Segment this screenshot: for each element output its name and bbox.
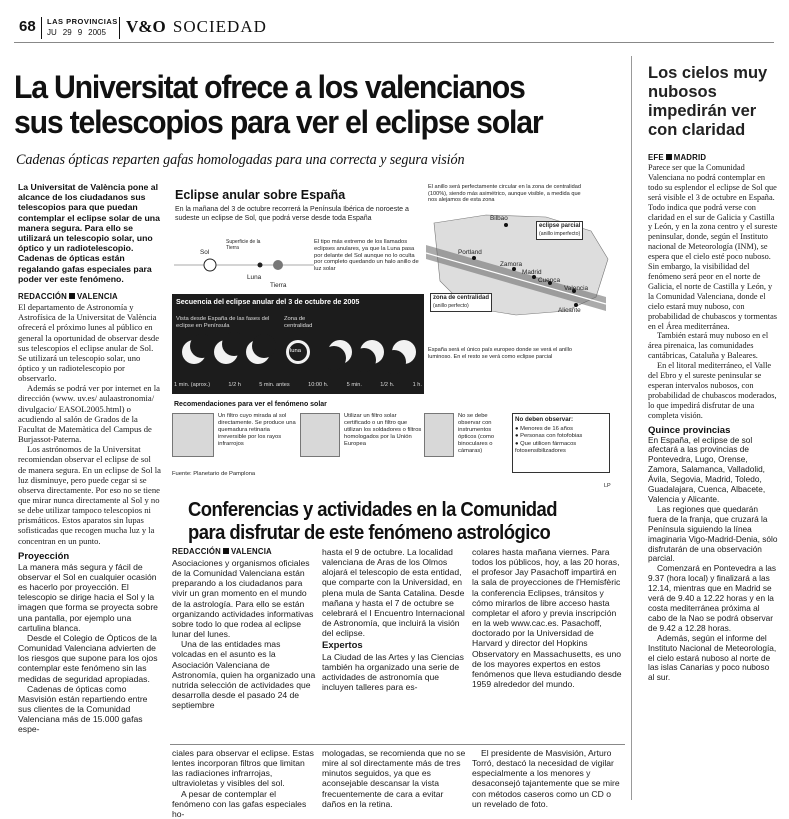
- byline-author: REDACCIÓN: [172, 547, 222, 556]
- left-col-divider: [631, 56, 632, 800]
- section-name: SOCIEDAD: [172, 17, 267, 36]
- article-body: [18, 302, 161, 546]
- recommendations-row: [172, 413, 614, 487]
- binoculars-illustration: [424, 413, 454, 457]
- sequence-time: 5 min. antes: [259, 382, 290, 388]
- paragraph: Cadenas de ópticas como Masvisión están repartiendo entre sus clientes de la Comunidad Valenciana más de 15.000 gafas espe-: [18, 683, 148, 735]
- city-dot: [472, 256, 476, 260]
- sequence-moon-label: luna: [290, 348, 301, 354]
- paragraph: El departamento de Astronomía y Astrofísica de la Universitat de València ofrecerá el próximo lunes al público en general la oportunidad de observar desde sus telescopios el eclipse anular de Sol. Se utilizará un telescopio solar, uno óptico y un radiotelescopio por observarlo.: [18, 302, 160, 384]
- side-headline: Los cielos muy nubosos impedirán ver con claridad: [648, 64, 768, 139]
- diagram-description: El tipo más extremo de los llamados eclipses anulares, ya que la Luna pasa por delante del Sol aunque no lo oculta por completo quedando un halo anillo de luz solar: [314, 239, 419, 273]
- legend-sublabel: (anillo perfecto): [433, 302, 469, 309]
- main-article-continuation: [472, 748, 622, 809]
- sequence-title: Secuencia del eclipse anular del 3 de octubre de 2005: [176, 297, 360, 306]
- infographic-title: Eclipse anular sobre España: [175, 188, 346, 202]
- city-label: Bilbao: [490, 215, 508, 222]
- date-part: 29: [62, 28, 72, 37]
- map-note: El anillo será perfectamente circular en la zona de centralidad (100%), siendo más asimétrico, aunque visible, a medida que nos alejamos de esta zona: [428, 184, 581, 204]
- main-headline: [14, 70, 586, 140]
- paragraph: En España, el eclipse de sol afectará a las provincias de Pontevedra, Lugo, Orense, Zamora, Salamanca, Valladolid, Ávila, Segovia, Madrid, Toledo, Guadalajara, Cuenca, Albacete, Valencia y Alicante.: [648, 434, 766, 504]
- city-label: Alicante: [558, 307, 581, 314]
- paragraph: El presidente de Masvisión, Arturo Torró, destacó la necesidad de vigilar especialmente a los menores y desaconsejó tajantemente que se mire con métodos caseros como un CD o un revelado de foto.: [472, 748, 620, 809]
- section-heading: Proyección: [18, 550, 70, 562]
- square-bullet-icon: [223, 548, 229, 554]
- byline-city: VALENCIA: [77, 292, 118, 302]
- map-legend-centrality: [430, 293, 492, 312]
- sequence-times: [174, 382, 422, 388]
- date-part: 9: [77, 28, 83, 37]
- paragraph: Una de las entidades mas volcadas en el asunto es la Asociación Valenciana de Astronomía, quien ha organizado una nutrida selección de actividades que desarrolla desde el pasado 24 de septiembre: [172, 639, 316, 711]
- sequence-time: 1/2 h: [228, 382, 241, 388]
- byline: [18, 292, 161, 301]
- paragraph: Los astrónomos de la Universitat recomiendan observar el eclipse de sol de manera segura. En un eclipse de Sol la luz disminuye, pero puede cegar si se observa directamente. Por eso no se tiene que mirar nunca directamente al Sol y no se debe utilizar tampoco telescopios ni prismáticos. Estos aparatos sin lupas sofisticadas que recogen mucha luz y la concentran en un punto.: [18, 444, 161, 546]
- square-bullet-icon: [666, 154, 672, 160]
- city-label: Valencia: [564, 285, 589, 292]
- article-body: [648, 436, 778, 684]
- orbit-diagram: [174, 233, 314, 293]
- page-number: 68: [19, 18, 36, 35]
- moon-label: Luna: [247, 274, 262, 281]
- masthead: [0, 0, 789, 44]
- headline-line: sus telescopios para ver el eclipse solar: [14, 104, 543, 140]
- donts-box: [512, 413, 610, 473]
- section-heading: Quince provincias: [648, 424, 731, 436]
- moon-phase-shape: [352, 348, 376, 372]
- headline-line: La Universitat ofrece a los valencianos: [14, 69, 525, 105]
- paragraph: Las regiones que quedarán fuera de la franja, que cruzará la Península siguiendo la línea imaginaria Vigo-Madrid-Denia, sólo disfrutarán de una observación parcial.: [648, 503, 778, 564]
- second-headline: [188, 498, 584, 544]
- city-dot: [504, 223, 508, 227]
- donts-text: Personas con fotofobias: [520, 433, 583, 440]
- paragraph: La Ciudad de las Artes y las Ciencias también ha organizado una serie de actividades de astronomía que incluyen talleres para es-: [322, 651, 464, 693]
- sequence-time: 1/2 h.: [380, 382, 395, 388]
- paragraph: hasta el 9 de octubre. La localidad valenciana de Aras de los Olmos alojará el telescopio de esta entidad, que comparte con la Universidad, en plena mula de Santa Catalina. Desde mañana y hasta el 7 de octubre se celebrará el I Encuentro Internacional de Astronomía, que incluirá la visión del eclipse.: [322, 547, 465, 639]
- earth-label: Tierra: [270, 282, 287, 289]
- newspaper-name: LAS PROVINCIAS: [47, 17, 118, 26]
- recommendations-title: Recomendaciones para ver el fenómeno solar: [174, 401, 327, 408]
- sun-shape: [204, 259, 216, 271]
- legend-label: eclipse parcial: [539, 223, 581, 229]
- moon-phase-shape: [222, 332, 246, 356]
- infographic-source: Fuente: Planetario de Pamplona: [172, 471, 256, 477]
- donts-text: Menores de 16 años: [520, 425, 573, 432]
- date-part: 2005: [88, 28, 106, 37]
- masthead-divider: [41, 17, 42, 39]
- infographic-credit: LP: [604, 483, 611, 489]
- map-legend-partial: [536, 221, 583, 240]
- sequence-time: 5 min.: [346, 382, 362, 388]
- donts-text: Que utilicen fármacos fotosensibilizadores: [515, 440, 577, 455]
- masthead-rule: [14, 42, 774, 43]
- city-label: Zamora: [500, 261, 523, 268]
- sequence-time: 1 min. (aprox.): [174, 382, 211, 388]
- paragraph: Además se podrá ver por internet en la dirección (www. uv.es/ aulaastronomia/ divulgacio/ EASOL2005.html) o acudiendo al salón de Grados de la Facultat de Matemàtica del Campus de Burjassot-Paterna.: [18, 383, 160, 445]
- eclipse-map: [426, 181, 616, 381]
- second-article-col-3: [472, 547, 622, 689]
- left-column: [18, 182, 161, 734]
- sequence-note: Vista desde España de las fases del eclipse en Península: [176, 316, 270, 329]
- eclipse-sequence: [172, 294, 424, 394]
- byline-city: MADRID: [673, 153, 707, 162]
- bottom-rule: [170, 744, 625, 745]
- masthead-date: [47, 28, 106, 37]
- donts-item: ● Personas con fotofobias: [515, 433, 583, 440]
- donts-item: ● Menores de 16 años: [515, 425, 573, 432]
- section-heading: Expertos: [322, 640, 363, 652]
- recommendation-item: No se debe observar con instrumentos ópticos (como binoculares o cámaras): [458, 413, 495, 454]
- square-bullet-icon: [69, 293, 75, 299]
- paragraph: En el litoral mediterráneo, el Valle del Ebro y el sureste peninsular se esperan intervalos nubosos, con probabilidad de chubascos moderados, lo que impedirá disfrutar de una completa visión.: [648, 361, 777, 420]
- date-part: JU: [47, 28, 57, 37]
- donts-item: ● Que utilicen fármacos fotosensibilizadores: [515, 440, 577, 455]
- moon-phase-shape: [322, 346, 346, 370]
- sequence-center-label: Zona de centralidad: [284, 316, 313, 329]
- map-bottom-note: España será el único país europeo donde se verá el anillo luminoso. En el resto se verá como eclipse parcial: [428, 347, 572, 360]
- paragraph: Comenzará en Pontevedra a las 9.37 (hora local) y finalizará a las 12.14, mientras que en Madrid se verá de 9.40 a 12.22 horas y en la costa mediterránea próxima al cabo de la Nao se podrá observar de 9.42 a 12.28 horas.: [648, 563, 776, 633]
- sequence-time: 1 h.: [412, 382, 422, 388]
- main-subheadline: Cadenas ópticas reparten gafas homologadas para una correcta y segura visión: [16, 152, 465, 168]
- recommendation-item: Un filtro cuyo mirada al sol directamente. Se produce una quemadura retinaria irreversible por los rayos infrarrojos: [218, 413, 296, 447]
- paragraph: colares hasta mañana viernes. Para todos los públicos, hoy, a las 20 horas, el profesor Jay Pasachoff impartirá en la sala de proyecciones de l'Hemisfèric la conferencia Eclipses, tránsitos y cómo mirarlos de libre acceso hasta completar el aforo y previa inscripción en la web www.cac.es. Pasachoff, doctorado por la Universidad de Harvard y director del Hopkins Observatory en Massachusetts, es uno de los mayores expertos en estos fenómenos que lleva estudiando desde 1959 alrededor del mundo.: [472, 547, 622, 690]
- article-body: [18, 562, 161, 735]
- main-article-continuation: [172, 748, 316, 819]
- second-article-col-2: [322, 547, 466, 692]
- byline-author: REDACCIÓN: [18, 292, 68, 302]
- section-prefix: V&O: [126, 17, 166, 36]
- headline-line: para disfrutar de este fenómeno astrológico: [188, 521, 551, 544]
- article-body: [172, 558, 316, 710]
- city-label: Madrid: [522, 269, 542, 276]
- paragraph: mologadas, se recomienda que no se mire al sol directamente más de tres minutos seguidos, ya que es aconsejable descansar la vista frecuentemente de cara a evitar daños en la retina.: [322, 748, 466, 809]
- warning-illustration: [172, 413, 214, 457]
- paragraph: Asociaciones y organismos oficiales de la Comunidad Valenciana están preparando a los ciudadanos para vivir un gran momento en el mundo de la astrología. Para ello se están organizando actividades informativas sobre todo lo que rodea al eclipse lunar del lunes.: [172, 558, 314, 640]
- moon-phase-shape: [252, 334, 276, 358]
- paragraph: ciales para observar el eclipse. Estas lentes incorporan filtros que limitan las radiaciones infrarrojas, ultravioletas y visibles del sol.: [172, 748, 314, 789]
- moon-phase-shape: [190, 334, 214, 358]
- side-article: [648, 64, 778, 683]
- paragraph: La manera más segura y fácil de observar el Sol en cualquier ocasión es hacerlo por proyección. El telescopio se dirige hacia el Sol y la imagen que forma se proyecta sobre una pantalla, por ejemplo una cartulina blanca.: [18, 561, 158, 633]
- sequence-svg: [172, 332, 424, 376]
- byline-author: EFE: [648, 153, 664, 162]
- infographic-intro: En la mañana del 3 de octubre recorrerá la Península Ibérica de noroeste a sudeste un eclipse de Sol, que podrá verse desde toda España: [175, 206, 409, 222]
- main-article-continuation: [322, 748, 466, 809]
- legend-label: zona de centralidad: [433, 295, 490, 301]
- section-title: [126, 17, 267, 37]
- moon-shape: [258, 263, 263, 268]
- paragraph: Desde el Colegio de Ópticos de la Comunidad Valenciana advierten de los riesgos que supone para los ojos contemplar este fenómeno sin las medidas de seguridad apropiadas.: [18, 632, 158, 684]
- city-label: Cuenca: [538, 277, 561, 284]
- paragraph: Además, según el informe del Instituto Nacional de Meteorología, el cielo estará nuboso al norte de las islas Canarias y poco nuboso al sur.: [648, 632, 777, 683]
- paragraph: A pesar de contemplar el fenómeno con las gafas especiales ho-: [172, 788, 307, 819]
- sequence-time: 10:00 h.: [308, 382, 329, 388]
- moon-phase-shape: [382, 350, 406, 374]
- headline-line: Conferencias y actividades en la Comunidad: [188, 498, 557, 521]
- earth-shape: [273, 260, 283, 270]
- earth-surface-label: Superficie de la Tierra: [226, 239, 261, 251]
- second-article-col-1: [172, 547, 316, 710]
- donts-title: No deben observar:: [515, 416, 574, 423]
- article-body: [648, 163, 778, 421]
- infographic: [168, 181, 618, 493]
- byline: [172, 547, 316, 556]
- lead-paragraph: La Universitat de València pone al alcance de los ciudadanos sus telescopios para que puedan contemplar el eclipse solar de una manera segura. Para ello se utilizará un telescopio solar, uno óptico y un radiotelescopio. Cadenas de ópticas están regalando gafas especiales para poder ver este fenómeno.: [18, 182, 160, 284]
- legend-sublabel: (anillo imperfecto): [539, 230, 581, 237]
- sun-label: Sol: [200, 249, 210, 256]
- byline-city: VALENCIA: [231, 547, 272, 556]
- paragraph: También estará muy nuboso en el área pirenaica, las comunidades cantábricas, Cataluña y Baleares.: [648, 331, 769, 361]
- byline: [648, 153, 778, 162]
- filter-illustration: [300, 413, 340, 457]
- recommendation-item: Utilizar un filtro solar certificado o un filtro que utilizan los soldadores o filtros homologados por la Unión Europea: [344, 413, 422, 447]
- masthead-divider: [119, 17, 120, 39]
- city-label: Portland: [458, 249, 482, 256]
- paragraph: Parece ser que la Comunidad Valenciana no podrá contemplar en todo su esplendor el eclipse de Sol que será visible el 3 de octubre en España. Todo indica que podrá verse con claridad en el sur de Galicia y Castilla y León, y en la zona centro y el sureste peninsular, donde, según el Instituto nacional de Meteorología (INM), se espera que el cielo esté poco nuboso. Sin embargo, la visibilidad del fenómeno será peor en el norte de Galicia, el norte de Castilla y León, y la Comunidad Valenciana, donde el cielo estará muy nuboso, con probabilidad de chubascos y tormentas en el Área mediterránea.: [648, 163, 778, 331]
